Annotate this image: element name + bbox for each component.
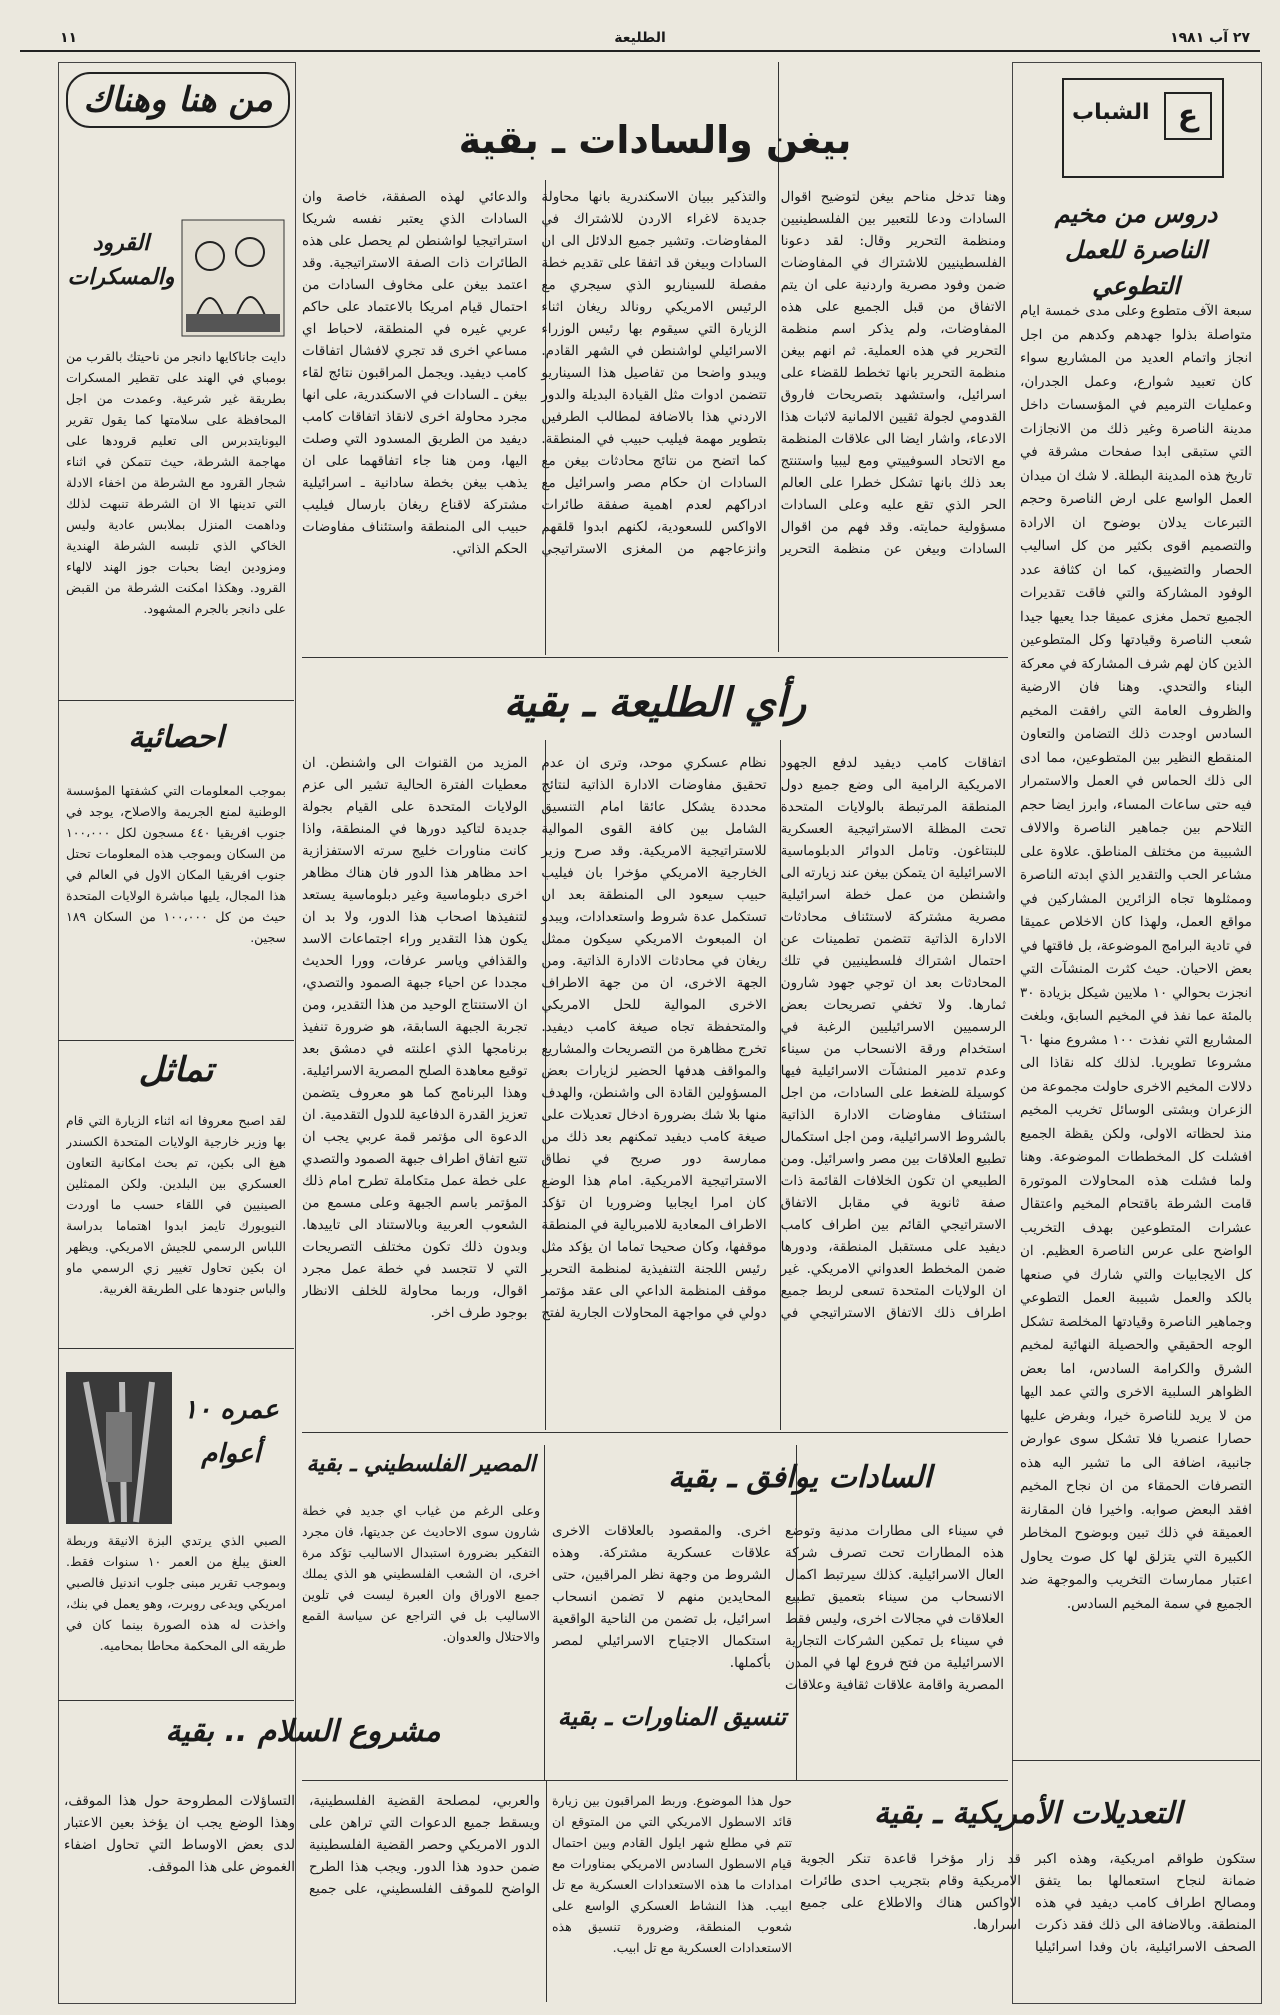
section-rule [302,657,1008,658]
section-rule [58,1348,294,1349]
boy-photo [66,1372,172,1524]
ray-taliaa-body: اتفاقات كامب ديفيد لدفع الجهود الامريكية الرامية الى وضع جميع دول المنطقة المرتبطة بالولايات المتحدة تحت المظلة الاستراتيجية العسكرية للبنتاغون. وتامل الدوائر الدبلوماسية الاسرائيلية ان يتمكن بيغن عند زيارته الى واشنطن من عمل خطة اسرائيلية مصرية مشتركة لاستئناف محادثات الادارة الذاتية تتضمن تطمينات عن احتمال اشتراك فلسطينيين في تلك المحادثات بعد ان توجي جهود شارون ثمارها. ولا تخفي تصريحات بعض الرسميين الاسرائيليين الرغبة في استخدام ورقة الانسحاب من سيناء وعدم تدمير المنشآت الاسرائيلية فيها كوسيلة للضغط على السادات، من اجل استئناف مفاوضات الادارة الذاتية بالشروط الاسرائيلية، ومن اجل استكمال تطبيع العلاقات بين مصر واسرائيل. ومن الطبيعي ان تكون الخلافات القائمة ذات صفة ثانوية في مقابل الاتفاق الاستراتيجي القائم بين اطراف كامب ديفيد على مستقبل المنطقة، ودورها ضمن المخطط العدواني الامريكي. غير ان الولايات المتحدة تسعى لربط جميع اطراف ذلك الاتفاق الاستراتيجي في نظام عسكري موحد، وترى ان عدم تحقيق مفاوضات الادارة الذاتية لنتائج محددة يشكل عائقا امام التنسيق الشامل بين كافة القوى الموالية للاستراتيجية الامريكية. وقد صرح وزير الخارجية الامريكي مؤخرا بان فيليب حبيب سيعود الى المنطقة بعد ان تستكمل عدة شروط واستعدادات، ويبدو ان المبعوث الامريكي سيكون ممثل ريغان في محادثات الادارة الذاتية. ومن الجهة الاخرى، ان من جهة الاطراف الاخرى الموالية للحل الامريكي والمتحفظة تجاه صيغة كامب ديفيد. تخرج مظاهرة من التصريحات والمشاريع والمواقف هدفها الحضير لزيارات بعض المسؤولين القادة الى واشنطن، والهدف منها بلا شك بضرورة ادخال تعديلات على صيغة كامب ديفيد تمكنهم بعد ذلك من ممارسة دور صريح في نطاق الاستراتيجية الامريكية. امام هذا الوضع كان امرا ايجابيا وضروريا ان تؤكد الاطراف المعادية للامبريالية في المنطقة موقفها، وكان صحيحا تماما ان يؤكد مثل رئيس اللجنة التنفيذية لمنظمة التحرير موقف المنظمة الداعي الى عقد مؤتمر دولي في مواجهة المحاولات الجارية لفتح المزيد من القنوات الى واشنطن. ان معطيات الفترة الحالية تشير الى عزم الولايات المتحدة على القيام بجولة جديدة لتاكيد دورها في المنطقة، واذا كانت مناورات خليج سرته الاستفزازية احد مظاهر هذا الدور فان هناك مظاهر اخرى دبلوماسية وغير دبلوماسية يستعد لتنفيذها اصحاب هذا الدور، ولا بد ان يكون هذا التقدير وراء اجتماعات الاسد والقذافي وياسر عرفات، وورا الحديث مجددا عن احياء جبهة الصمود والتصدي، ان الاستنتاج الوحيد من هذا التقدير، ومن تجربة الجبهة السابقة، هو ضرورة تنفيذ برنامجها الذي اعلنته في دمشق بعد توقيع معاهدة الصلح المصرية الاسرائيلية. وهذا البرنامج كما هو معروف يتضمن تعزيز القدرة الدفاعية للدول التقدمية. ان الدعوة الى مؤتمر قمة عربي يجب ان تتبع اتفاق اطراف جبهة الصمود والتصدي على خطة عمل متكاملة تطرح امام ذلك المؤتمر باسم الجبهة وعلى مسمع من الشعوب العربية وبالاستناد الى تاييدها. وبدون ذلك تكون مختلف التصريحات التي لا تتجسد في خطة عمل مجرد اقوال، وربما محاولة للخلف الانظار بوجود طرف اخر. [302,755,1006,1321]
tamathul-title: تماثل [138,1050,214,1090]
tansiq-manawarat-body: حول هذا الموضوع. وربط المراقبون بين زيارة قائد الاسطول الامريكي التي من المتوقع ان تتم في مطلع شهر ايلول القادم وبين احتمال قيام الاسطول السادس الامريكي بمناورات مع امدادات ما هذه الاستعدادات العسكرية مع تل ابيب. هذا النشاط العسكري الواسع على شعوب المنطقة، وضرورة تنسيق هذه الاستعدادات العسكرية مع تل ابيب. [552,1793,792,1955]
ray-taliaa-title: رأي الطليعة ـ بقية [503,680,807,726]
begin-sadat-body: وهنا تدخل مناحم بيغن لتوضيح اقوال السادات ودعا للتعبير بين الفلسطينيين ومنظمة التحرير وقال: لقد دعونا الفلسطينيين للاشتراك في المفاوضات ضمن وفود مصرية واردنية على ان يتم الاتفاق من قبل الجميع على هذه المفاوضات، ولم يذكر اسم منظمة التحرير في هذه العملية. ثم انهم بيغن منظمة التحرير بانها تخطط للقضاء على اسرائيل، واستشهد بتصريحات فاروق القدومي لجولة ثقيين الالمانية لاثبات هذا الادعاء، واشار ايضا الى علاقات المنظمة مع الاتحاد السوفييتي ومع ليبيا واستنتج بعد ذلك بانها تشكل خطرا على العالم الحر الذي تقع عليه وعلى السادات مسؤولية حمايته. وقد فهم من اقوال السادات وبيغن عن منظمة التحرير والتذكير ببيان الاسكندرية بانها محاولة جديدة لاغراء الاردن للاشتراك في المفاوضات. وتشير جميع الدلائل الى ان السادات وبيغن قد اتفقا على تقديم خطة مفصلة للسيناريو الذي سيجري مع الرئيس الامريكي رونالد ريغان اثناء الزيارة التي سيقوم بها رئيس الوزراء الاسرائيلي لواشنطن في الشهر القادم. ويبدو واضحا من تفاصيل هذا السيناريو تتضمن ادوات مثل القيادة البديلة والدور الاردني هذا بالاضافة لمطالب الطرفين بتطوير مهمة فيليب حبيب في المنطقة. كما اتضح من نتائج محادثات بيغن مع السادات ان حكام مصر واسرائيل مع ادراكهم لعدم اهمية صفقة طائرات الاواكس للسعودية، لكنهم ابدوا قلقهم وانزعاجهم من المغزى الاستراتيجي والدعائي لهذه الصفقة، خاصة وان السادات الذي يعتبر نفسه شريكا استراتيجيا لواشنطن لم يحصل على هذه الطائرات ذات الصفة الاستراتيجية. وقد اعتمد بيغن على مخاوف السادات من احتمال قيام امريكا بالاعتماد على حاكم عربي غيره في المنطقة، لاحباط اي مساعي اخرى قد تجري لافشال اتفاقات كامب ديفيد. ويجمل المراقبون نتائج لقاء بيغن ـ السادات في الاسكندرية، على انها مجرد محاولة اخرى لانقاذ اتفاقات كامب ديفيد من الطريق المسدود التي وصلت اليها، ومن هنا جاء اتفاقهما على ان يذهب بيغن بخطة سادانية ـ اسرائيلية مشتركة لاقناع ريغان بارسال فيليب حبيب الى المنطقة واستئناف مفاوضات الحكم الذاتي. [302,189,1006,557]
publication-name: الطليعة [614,30,666,46]
umruhu-body: الصبي الذي يرتدي البزة الانيقة وربطة العنق يبلغ من العمر ١٠ سنوات فقط. وبموجب تقرير مبنى جلوب اندنيل فالصبي امريكي ويدعى روبرت، وهو يعمل في بنك، واخذت له هذه الصورة بينما كان في طريقه الى المحكمة محاطا بمحاميه. [66,1533,286,1653]
shabab-icon: ع [1164,92,1212,140]
umruhu-title: عمره ١٠ أعوام [183,1395,279,1469]
masir-filastini-body: وعلى الرغم من غياب اي جديد في خطة شارون سوى الاحاديث عن جديتها، فان مجرد التفكير بضرورة استبدال الاساليب تؤكد مرة اخرى، ان الشعب الفلسطيني هو الذي يملك جميع الاوراق وان العبرة ليست في تلوين الاساليب بل في التراجع عن سياسة القمع والاحتلال والعدوان. [302,1503,540,1644]
tansiq-manawarat-title: تنسيق المناورات ـ بقية [557,1703,787,1731]
section-rule [302,1780,1008,1781]
sadat-yuwafiq-title: السادات يوافق ـ بقية [668,1460,932,1495]
min-huna-title: القرود والمسكرات [67,230,175,290]
section-rule [302,1432,1008,1433]
begin-sadat-title: بيغن والسادات ـ بقية [458,118,852,162]
masir-filastini-title: المصير الفلسطيني ـ بقية [306,1452,536,1477]
shabab-title: دروس من مخيم الناصرة للعمل التطوعي [1054,199,1218,300]
section-rule [58,1040,294,1041]
monkeys-illustration [180,218,286,338]
sadat-yuwafiq-body: في سيناء الى مطارات مدنية وتوضع هذه المطارات تحت تصرف شركة العال الاسرائيلية. كذلك سيرتبط اكمال الانسحاب من سيناء بتعميق تطبيع العلاقات في مجالات اخرى، وليس فقط في سيناء بل تمكين الشركات التجارية الاسرائيلية من فتح فروع لها في المدن المصرية واقامة علاقات ثقافية وعلاقات اخرى. والمقصود بالعلاقات الاخرى علاقات عسكرية مشتركة. وهذه الشروط من وجهة نظر المراقبين، حتى المحايدين منهم لا تضمن انسحاب اسرائيل، بل تضمن من الناحية الواقعية استكمال الاجتياح الاسرائيلي لمصر بأكملها. [552,1523,1004,1693]
mashru-salam-body: والعربي، لمصلحة القضية الفلسطينية، ويسقط جميع الدعوات التي تراهن على الدور الامريكي وحصر القضية الفلسطينية ضمن حدود هذا الدور. ويجب هذا الطرح الواضح للموقف الفلسطيني، على جميع التساؤلات المطروحة حول هذا الموقف، وهذا الوضع يجب ان يؤخذ بعين الاعتبار لدى بعض الاوساط التي تحاول اضفاء الغموض على هذا الموقف. [64,1793,540,1897]
shabab-body: سبعة الآف متطوع وعلى مدى خمسة ايام متواصلة بذلوا جهدهم وكدهم من اجل انجاز واتمام العديد من المشاريع سواء كان تعبيد شوارع، وعمل الجدران، وعمليات الترميم في المؤسسات داخل مدينة الناصرة وغير ذلك من الانجازات التي ستبقى ابدا صفحات مشرقة في تاريخ هذه المدينة البطلة. لا شك ان ميدان العمل الواسع على ارض الناصرة وحجم التبرعات يدلان بوضوح ان الارادة والتصميم اقوى بكثير من كل اساليب الحصار والتضييق، كما ان كثافة عدد الوفود المشاركة والتي فاقت تقديرات الجميع تحمل مغزى عميقا جدا يعيها جيدا شعب الناصرة وقيادتها وكل المتطوعين الذين كان لهم شرف المشاركة في معركة البناء والتحدي. وهنا فان الارضية والظروف العامة التي رافقت المخيم السادس اوجدت ذلك التضامن والتعاون المنقطع النظير بين المتطوعين، مما ادى الى ذلك الحماس في العمل والاستمرار فيه حتى ساعات المساء، وابرز ايضا حجم التلاحم بين جماهير الناصرة والالاف الشبيبة من مختلف المناطق. علاوة على مشاعر الحب والتقدير الذي ابدته الناصرة وممثلوها تجاه الزائرين المشاركين في مواقع العمل، ولهذا كان الاخلاص عميقا في تادية البرامج الموضوعة، بل فاقتها في بعض الاحيان. حيث كثرت المنشآت التي انجزت بحوالي ١٠ ملايين شيكل بزيادة ٣٠ بالمئة عما نفذ في المخيم السابق، وبلغت المشاريع التي نفذت ١٠٠ مشروع منها ٦٠ مشروعا تطويريا. لذلك كله نقاذا الى دلالات المخيم الاخرى حاولت مجموعة من الزعران وبشتى الوسائل تخريب المخيم منذ لحظاته الاولى، ولكن يقظة الجميع افشلت كل المخططات الموضوعة. وهنا ولما فشلت هذه المحاولات الموتورة قامت الشرطة باقتحام المخيم واعتقال عشرات المتطوعين بهدف التخريب الواضح على عرس الناصرة العظيم. ان كل الايجابيات والتي شارك في صنعها بالكد والعمل شبيبة العمل التطوعي وجماهير الناصرة وقيادتها المخلصة تشكل الوجه الحقيقي والحصيلة النهائية لمخيم الشرق والكرامة السادس، اما بعض الظواهر السلبية الاخرى والتي عمد اليها من لا يريد للناصرة خيرا، وبفرض عليها حصارا عنصريا فلا تشكل سوى عوارض جانبية، اضافة الى ما تشير اليه هذه التصرفات الحمقاء من ان نجاح المخيم افقد البعض صوابه. واخيرا فان المقارنة العميقة في ذلك تبين وبوضوح المخاطر الكبيرة التي يتزلق لها كل صوت يحاول اعتبار ممارسات التخريب والموجهة ضد الجميع في سمة المخيم السادس. [1020,303,1252,1612]
shabab-badge [1062,78,1224,178]
mashru-salam-title: مشروع السلام .. بقية [165,1714,441,1749]
ihsaiya-body: بموجب المعلومات التي كشفتها المؤسسة الوطنية لمنع الجريمة والاصلاح، يوجد في جنوب افريقيا ٤٤٠ مسجون لكل ١٠٠،٠٠٠ من السكان وبموجب هذه المعلومات تحتل جنوب افريقيا المكان الاول في العالم في هذا المجال، يليها مباشرة الولايات المتحدة حيث من كل ١٠٠،٠٠٠ من السكان ١٨٩ سجين. [66,783,286,945]
section-rule [1012,1760,1260,1761]
page-number: ١١ [60,30,78,46]
taadilat-body: ستكون طواقم امريكية، وهذه اكبر ضمانة لنجاح استعمالها بما يتفق ومصالح اطراف كامب ديفيد في هذه المنطقة. وبالاضافة الى ذلك فقد ذكرت الصحف الاسرائيلية، بان وفدا اسرائيليا قد زار مؤخرا قاعدة تنكر الجوية الامريكية وقام بتجريب احدى طائرات الاواكس هناك والاطلاع على جميع اسرارها. [800,1851,1256,1955]
min-huna-body: دايت جاناكايها دانجر من ناحيتك بالقرب من بومباي في الهند على تقطير المسكرات بطريقة غير شرعية. وعمدت من اجل المحافظة على سلامتها كما يقول تقرير اليونايتدبرس الى تعليم قرودها على مهاجمة الشرطة، حيث تتمكن في اثناء شجار القرود مع الشرطة من اخفاء الادلة التي تدينها الا ان الشرطة تنبهت لذلك وداهمت المنزل بملابس عادية وليس الخاكي الذي تلبسه الشرطة الهندية ومزودين ايضا بحبات جوز الهند لالهاء القرود. وهكذا امكنت الشرطة من القبض على دانجر بالجرم المشهود. [66,349,286,616]
issue-date: ٢٧ آب ١٩٨١ [1170,30,1250,46]
section-rule [58,1700,294,1701]
tamathul-body: لقد اصبح معروفا انه اثناء الزيارة التي قام بها وزير خارجية الولايات المتحدة الكسندر هيغ الى بكين، تم بحث امكانية التعاون العسكري بين البلدين. ولكن الممثلين الصينيين في اللقاء حسب ما اوردت النيويورك تايمز ابدوا اهتماما بدراسة اللباس الرسمي للجيش الامريكي. ويظهر ان بكين تحاول تغيير زي الرسمي ماو والباس جنودها على الطريقة الغربية. [66,1113,286,1296]
column-rule [546,1780,547,2002]
min-huna-logo: من هنا وهناك [66,72,290,128]
section-rule [58,700,294,701]
column-rule [544,1445,545,1780]
taadilat-title: التعديلات الأمريكية ـ بقية [873,1796,1183,1831]
page-header [20,28,1260,52]
shabab-badge-label: الشباب [1072,100,1150,125]
ihsaiya-title: احصائية [128,720,224,755]
